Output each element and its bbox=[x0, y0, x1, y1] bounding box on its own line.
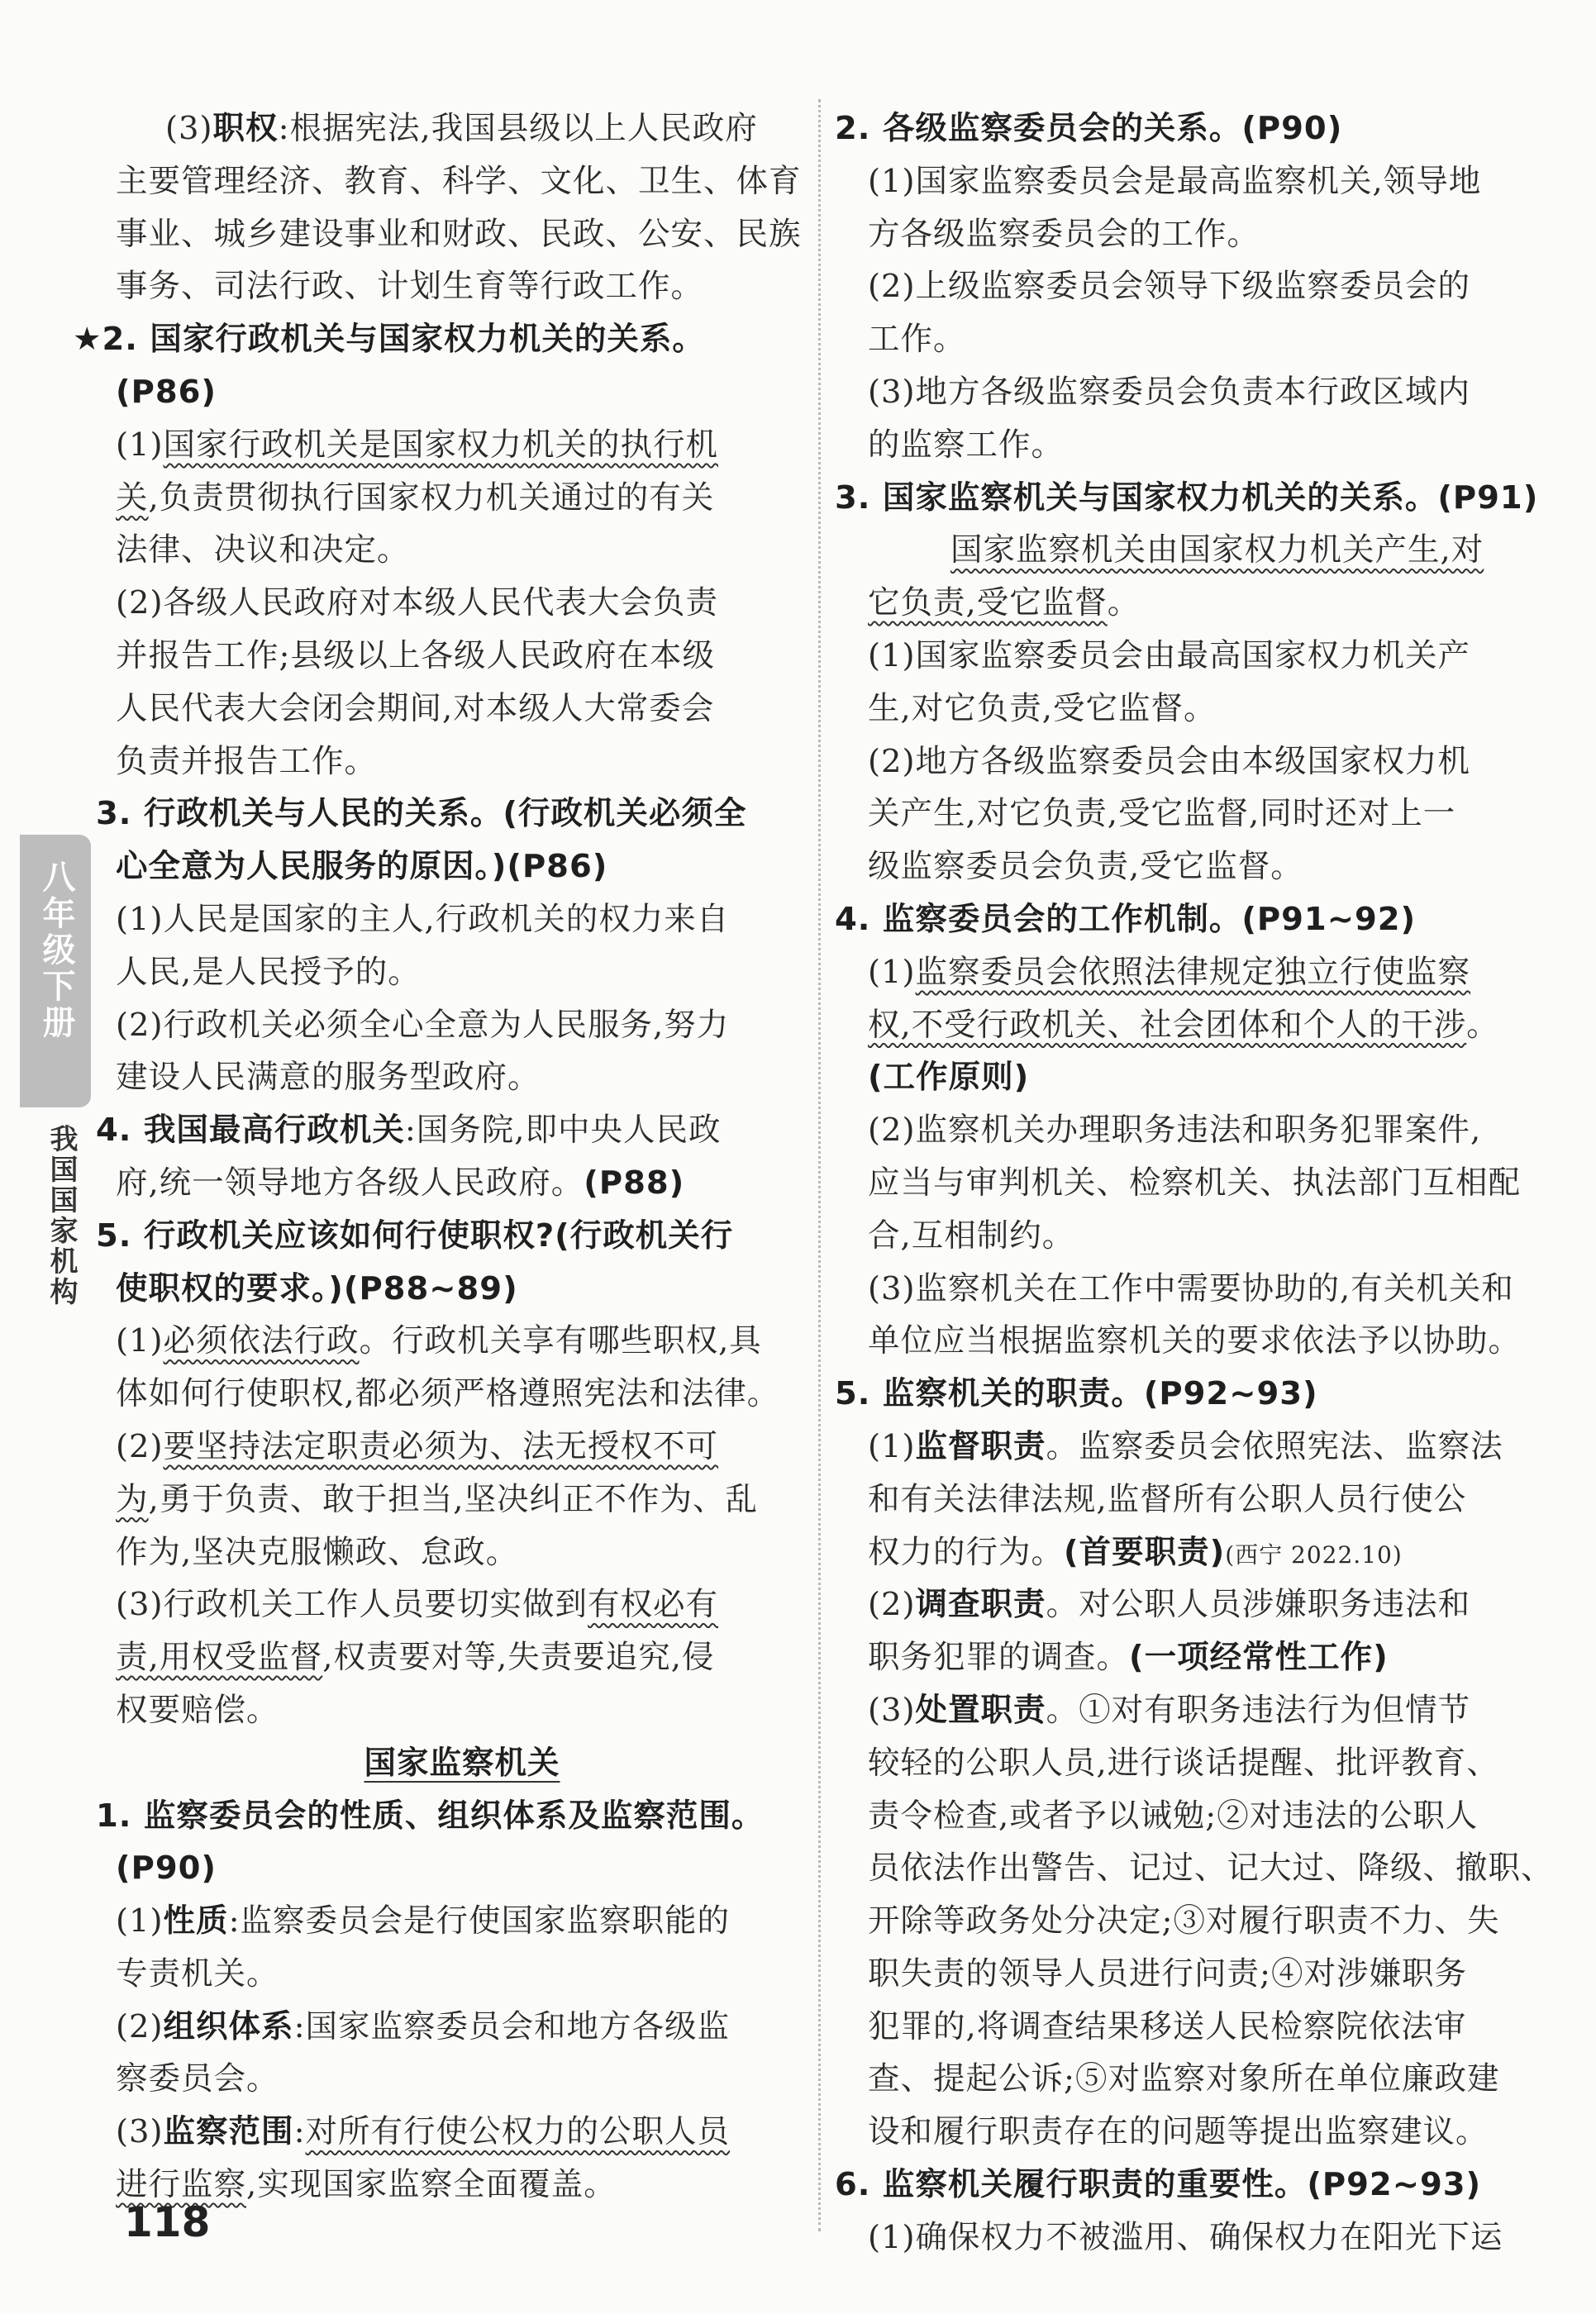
text-line: (2)调查职责。对公职人员涉嫌职务违法和 bbox=[868, 1586, 1471, 1624]
question-heading-cont: 使职权的要求。)(P88~89) bbox=[116, 1269, 518, 1307]
text-line: 生,对它负责,受它监督。 bbox=[868, 689, 1217, 727]
page-number: 118 bbox=[124, 2198, 211, 2246]
text-line: 职务犯罪的调查。(一项经常性工作) bbox=[868, 1639, 1389, 1677]
text-line: 察委员会。 bbox=[116, 2060, 279, 2098]
text-line: (1)必须依法行政。行政机关享有哪些职权,具 bbox=[116, 1322, 762, 1360]
question-heading: 6. 监察机关履行职责的重要性。(P92~93) bbox=[835, 2166, 1482, 2204]
text-line: 人民,是人民授予的。 bbox=[116, 953, 421, 991]
section-heading: 国家监察机关 bbox=[364, 1744, 560, 1782]
question-heading: 5. 监察机关的职责。(P92~93) bbox=[835, 1375, 1318, 1413]
text-line: 合,互相制约。 bbox=[868, 1217, 1075, 1255]
text-line: (2)要坚持法定职责必须为、法无授权不可 bbox=[116, 1427, 719, 1465]
text-line: 的监察工作。 bbox=[868, 426, 1065, 464]
text-line: (1)国家监察委员会是最高监察机关,领导地 bbox=[868, 162, 1482, 200]
text-line: 为,勇于负责、敢于担当,坚决纠正不作为、乱 bbox=[116, 1480, 758, 1518]
text-line: 作为,坚决克服懒政、怠政。 bbox=[116, 1533, 519, 1571]
text-line: (1)国家行政机关是国家权力机关的执行机 bbox=[116, 426, 719, 464]
text-line: 关产生,对它负责,受它监督,同时还对上一 bbox=[868, 795, 1456, 833]
question-heading: ★2. 国家行政机关与国家权力机关的关系。 bbox=[73, 321, 705, 359]
text-line: 应当与审判机关、检察机关、执法部门互相配 bbox=[868, 1164, 1522, 1202]
text-line: 责令检查,或者予以诫勉;②对违法的公职人 bbox=[868, 1797, 1479, 1835]
text-line: 关,负责贯彻执行国家权力机关通过的有关 bbox=[116, 479, 715, 517]
text-line: (1)监察委员会依照法律规定独立行使监察 bbox=[868, 953, 1471, 991]
text-line: (3)地方各级监察委员会负责本行政区域内 bbox=[868, 373, 1471, 411]
text-line: 国家监察机关由国家权力机关产生,对 bbox=[950, 531, 1484, 569]
right-column bbox=[835, 102, 1554, 2264]
question-heading-cont: 心全意为人民服务的原因。)(P86) bbox=[116, 848, 608, 886]
text-line: 级监察委员会负责,受它监督。 bbox=[868, 848, 1303, 886]
text-line: 设和履行职责存在的问题等提出监察建议。 bbox=[868, 2113, 1489, 2151]
text-line: 权力的行为。(首要职责)(西宁 2022.10) bbox=[868, 1533, 1403, 1571]
text-line: (3)行政机关工作人员要切实做到有权必有 bbox=[116, 1586, 719, 1624]
text-line: (1)性质:监察委员会是行使国家监察职能的 bbox=[116, 1902, 731, 1940]
text-line: (2)行政机关必须全心全意为人民服务,努力 bbox=[116, 1006, 730, 1044]
text-line: (2)上级监察委员会领导下级监察委员会的 bbox=[868, 268, 1471, 306]
text-line: 方各级监察委员会的工作。 bbox=[868, 215, 1260, 253]
question-heading: 2. 各级监察委员会的关系。(P90) bbox=[835, 110, 1343, 147]
text-line: 体如何行使职权,都必须严格遵照宪法和法律。 bbox=[116, 1375, 780, 1413]
text-line: (1)人民是国家的主人,行政机关的权力来自 bbox=[116, 900, 730, 938]
grade-label: 八年级下册 bbox=[37, 859, 75, 1041]
left-column bbox=[73, 102, 808, 2212]
page-ref: (P90) bbox=[116, 1850, 217, 1888]
text-line: 查、提起公诉;⑤对监察对象所在单位廉政建 bbox=[868, 2060, 1500, 2098]
question-heading: 4. 监察委员会的工作机制。(P91~92) bbox=[835, 900, 1417, 938]
text-line: 府,统一领导地方各级人民政府。(P88) bbox=[116, 1164, 685, 1202]
text-line: 开除等政务处分决定;③对履行职责不力、失 bbox=[868, 1902, 1500, 1940]
text-line: 权,不受行政机关、社会团体和个人的干涉。 bbox=[868, 1006, 1499, 1044]
text-line: 负责并报告工作。 bbox=[116, 742, 378, 780]
text-line: 进行监察,实现国家监察全面覆盖。 bbox=[116, 2166, 617, 2204]
text-line: 权要赔偿。 bbox=[116, 1691, 279, 1729]
text-line: 建设人民满意的服务型政府。 bbox=[116, 1059, 541, 1097]
text-line: 它负责,受它监督。 bbox=[868, 584, 1141, 622]
question-heading: 4. 我国最高行政机关:国务院,即中央人民政 bbox=[96, 1112, 722, 1150]
text-line: 专责机关。 bbox=[116, 1955, 279, 1993]
text-line: 单位应当根据监察机关的要求依法予以协助。 bbox=[868, 1322, 1522, 1360]
text-line: 员依法作出警告、记过、记大过、降级、撤职、 bbox=[868, 1850, 1554, 1888]
page-ref: (P86) bbox=[116, 373, 217, 411]
text-line: (3)处置职责。①对有职务违法行为但情节 bbox=[868, 1691, 1471, 1729]
text-line: 事务、司法行政、计划生育等行政工作。 bbox=[116, 268, 704, 306]
text-line: (2)地方各级监察委员会由本级国家权力机 bbox=[868, 742, 1471, 780]
text-line: 犯罪的,将调查结果移送人民检察院依法审 bbox=[868, 2007, 1467, 2045]
question-heading: 5. 行政机关应该如何行使职权?(行政机关行 bbox=[96, 1217, 734, 1255]
annotation: (工作原则) bbox=[868, 1059, 1030, 1097]
text-line: 和有关法律法规,监督所有公职人员行使公 bbox=[868, 1480, 1467, 1518]
text-line: (2)各级人民政府对本级人民代表大会负责 bbox=[116, 584, 719, 622]
question-heading: 3. 行政机关与人民的关系。(行政机关必须全 bbox=[96, 795, 747, 833]
text-line: 事业、城乡建设事业和财政、民政、公安、民族 bbox=[116, 215, 802, 253]
column-divider bbox=[818, 99, 821, 2231]
text-line: (1)确保权力不被滥用、确保权力在阳光下运 bbox=[868, 2218, 1503, 2256]
text-line: 职失责的领导人员进行问责;④对涉嫌职务 bbox=[868, 1955, 1467, 1993]
text-line: 法律、决议和决定。 bbox=[116, 531, 410, 569]
text-line: 并报告工作;县级以上各级人民政府在本级 bbox=[116, 636, 715, 674]
chapter-label: 我国国家机构 bbox=[45, 1124, 78, 1307]
text-line: (3)监察范围:对所有行使公权力的公职人员 bbox=[116, 2113, 731, 2151]
question-heading: 1. 监察委员会的性质、组织体系及监察范围。 bbox=[96, 1797, 765, 1835]
text-line: (3)职权:根据宪法,我国县级以上人民政府 bbox=[165, 110, 758, 147]
text-line: 人民代表大会闭会期间,对本级人大常委会 bbox=[116, 689, 715, 727]
text-line: 责,用权受监督,权责要对等,失责要追究,侵 bbox=[116, 1639, 715, 1677]
text-line: (2)组织体系:国家监察委员会和地方各级监 bbox=[116, 2007, 731, 2045]
text-line: 工作。 bbox=[868, 321, 966, 359]
text-line: (2)监察机关办理职务违法和职务犯罪案件, bbox=[868, 1112, 1482, 1150]
text-line: 主要管理经济、教育、科学、文化、卫生、体育 bbox=[116, 162, 802, 200]
question-heading: 3. 国家监察机关与国家权力机关的关系。(P91) bbox=[835, 479, 1539, 517]
text-line: (3)监察机关在工作中需要协助的,有关机关和 bbox=[868, 1269, 1514, 1307]
text-line: 较轻的公职人员,进行谈话提醒、批评教育、 bbox=[868, 1744, 1499, 1782]
text-line: (1)监督职责。监察委员会依照宪法、监察法 bbox=[868, 1427, 1503, 1465]
text-line: (1)国家监察委员会由最高国家权力机关产 bbox=[868, 636, 1471, 674]
